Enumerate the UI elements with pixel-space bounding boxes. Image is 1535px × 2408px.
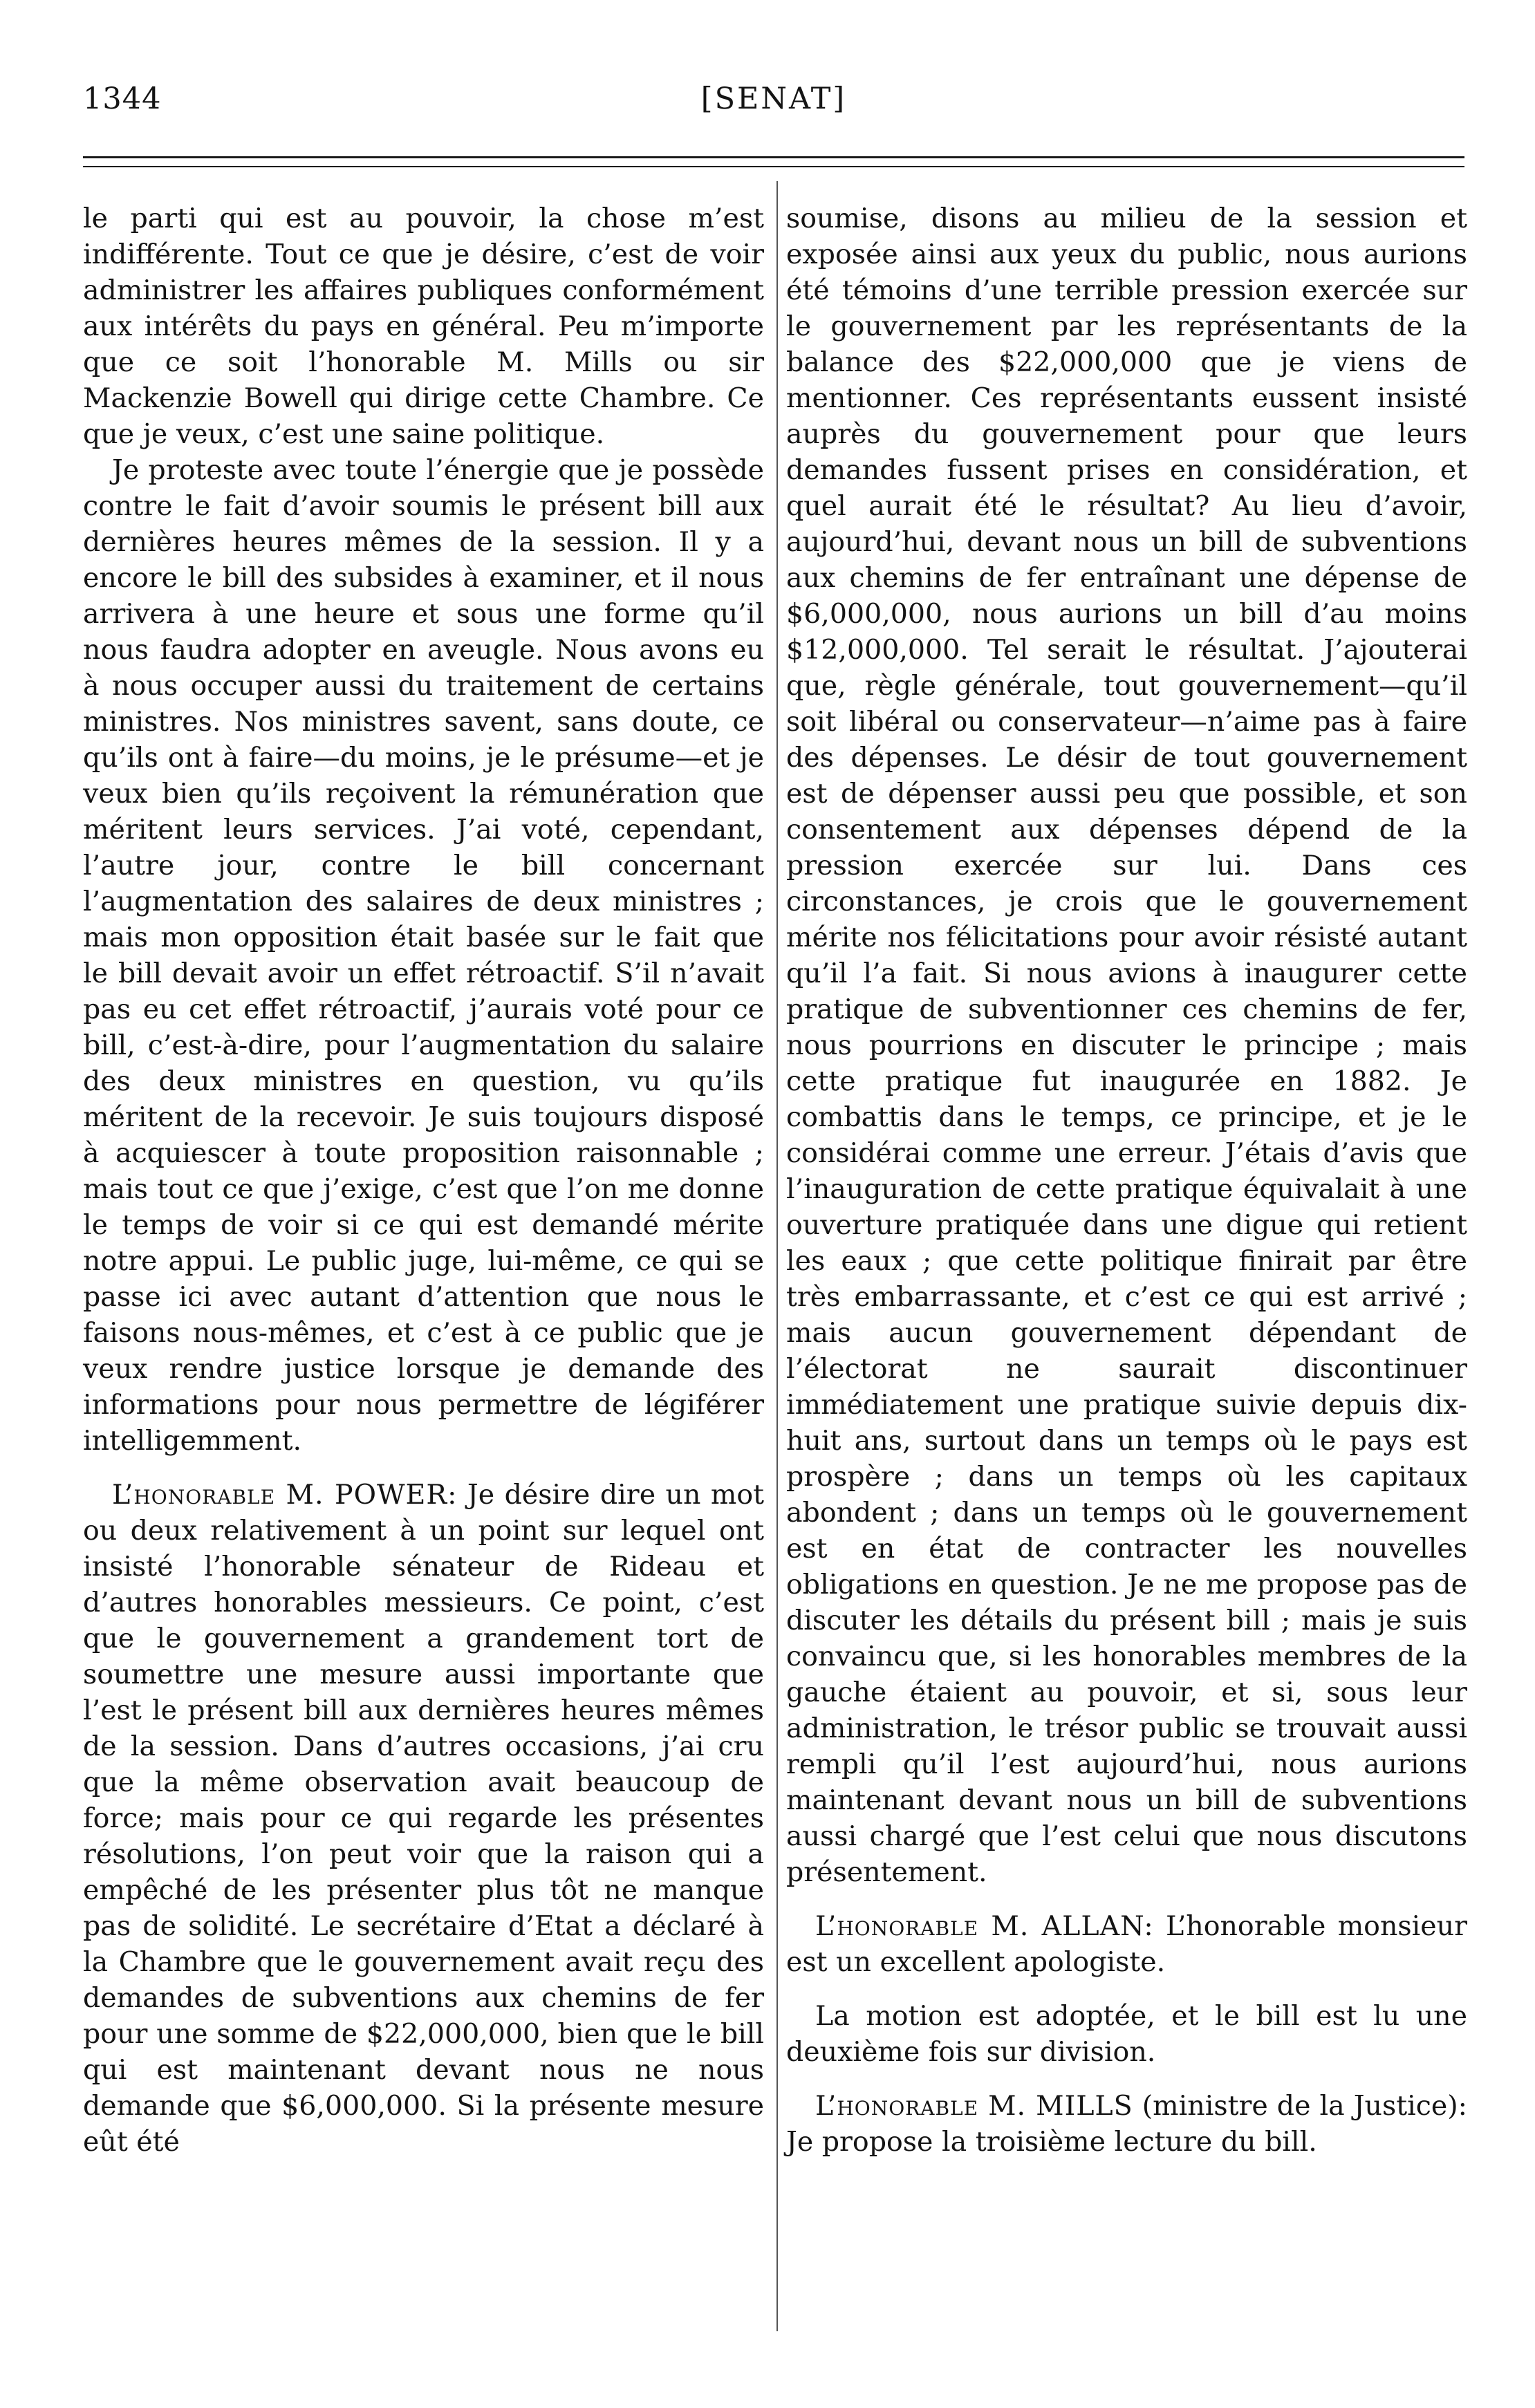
left-column — [83, 200, 764, 2160]
left-paragraph-power-speech — [83, 1477, 764, 2160]
running-head: [SENAT] — [700, 82, 847, 116]
speaker-mills: L’honorable M. MILLS — [815, 2090, 1133, 2122]
column-divider — [776, 181, 778, 2331]
power-speech-text: Je désire dire un mot ou deux relativement à un point sur lequel ont insisté l’honorable sénateur de Rideau et d’autres honorables messieurs. Ce point, c’est que le gouvernement a grandement tort de soumettre une mesure aussi importante que l’est le présent bill aux dernières heures mêmes de la session. Dans d’autres occasions, j’ai cru que la même observation avait beaucoup de force; mais pour ce qui regarde les présentes résolutions, l’on peut voir que la raison qui a empêché de les présenter plus tôt ne manque pas de solidité. Le secrétaire d’Etat a déclaré à la Chambre que le gouvernement avait reçu des demandes de subventions aux chemins de fer pour une somme de $22,000,000, bien que le bill qui est maintenant devant nous ne nous demande que $6,000,000. Si la présente mesure eût été — [83, 1479, 764, 2158]
header-rule-bottom — [83, 166, 1464, 167]
right-paragraph-mills-speech — [786, 2088, 1467, 2160]
left-paragraph-2: Je proteste avec toute l’énergie que je possède contre le fait d’avoir soumis le présent bill aux dernières heures mêmes de la session. Il y a encore le bill des subsides à examiner, et il nous arrivera à une heure et sous une forme qu’il nous faudra adopter en aveugle. Nous avons eu à nous occuper aussi du traitement de certains ministres. Nos ministres savent, sans doute, ce qu’ils ont à faire—du moins, je le présume—et je veux bien qu’ils reçoivent la rémunération que méritent leurs services. J’ai voté, cependant, l’autre jour, contre le bill concernant l’augmentation des salaires de deux ministres ; mais mon opposition était basée sur le fait que le bill devait avoir un effet rétroactif. S’il n’avait pas eu cet effet rétroactif, j’aurais voté pour ce bill, c’est-à-dire, pour l’augmentation du salaire des deux ministres en question, vu qu’ils méritent de la recevoir. Je suis toujours disposé à acquiescer à toute proposition raisonnable ; mais tout ce que j’exige, c’est que l’on me donne le temps de voir si ce qui est demandé mérite notre appui. Le public juge, lui-même, ce qui se passe ici avec autant d’attention que nous le faisons nous-mêmes, et c’est à ce public que je veux rendre justice lorsque je demande des informations pour nous permettre de légiférer intelligemment. — [83, 454, 764, 1457]
page-header — [83, 82, 1464, 130]
left-paragraph-1: le parti qui est au pouvoir, la chose m’est indifférente. Tout ce que je désire, c’est de voir administrer les affaires publiques conformément aux intérêts du pays en général. Peu m’importe que ce soit l’honorable M. Mills ou sir Mackenzie Bowell qui dirige cette Chambre. Ce que je veux, c’est une saine politique. — [83, 203, 764, 450]
page-number: 1344 — [83, 82, 162, 116]
speaker-allan: L’honorable M. ALLAN: — [815, 1910, 1154, 1942]
speaker-power: L’honorable M. POWER: — [112, 1479, 458, 1511]
allan-speech-text: L’honorable monsieur est un excellent apologiste. — [786, 1910, 1467, 1978]
right-column — [786, 200, 1467, 2160]
right-paragraph-motion: La motion est adoptée, et le bill est lu une deuxième fois sur division. — [786, 2000, 1467, 2068]
header-rule-top — [83, 156, 1464, 158]
right-paragraph-allan-speech — [786, 1908, 1467, 1980]
mills-speech-text: (ministre de la Justice): Je propose la troisième lecture du bill. — [786, 2090, 1467, 2158]
right-paragraph-1: soumise, disons au milieu de la session et exposée ainsi aux yeux du public, nous aurions été témoins d’une terrible pression exercée sur le gouvernement par les représentants de la balance des $22,000,000 que je viens de mentionner. Ces représentants eussent insisté auprès du gouvernement pour que leurs demandes fussent prises en considération, et quel aurait été le résultat? Au lieu d’avoir, aujourd’hui, devant nous un bill de subventions aux chemins de fer entraînant une dépense de $6,000,000, nous aurions un bill d’au moins $12,000,000. Tel serait le résultat. J’ajouterai que, règle générale, tout gouvernement—qu’il soit libéral ou conservateur—n’aime pas à faire des dépenses. Le désir de tout gouvernement est de dépenser aussi peu que possible, et son consentement aux dépenses dépend de la pression exercée sur lui. Dans ces circonstances, je crois que le gouvernement mérite nos félicitations pour avoir résisté autant qu’il l’a fait. Si nous avions à inaugurer cette pratique de subventionner ces chemins de fer, nous pourrions en discuter le principe ; mais cette pratique fut inaugurée en 1882. Je combattis dans le temps, ce principe, et je le considérai comme une erreur. J’étais d’avis que l’inauguration de cette pratique équivalait à une ouverture pratiquée dans une digue qui retient les eaux ; que cette politique finirait par être très embarrassante, et c’est ce qui est arrivé ; mais aucun gouvernement dépendant de l’électorat ne saurait discontinuer immédiatement une pratique suivie depuis dix-huit ans, surtout dans un temps où le pays est prospère ; dans un temps où les capitaux abondent ; dans un temps où le gouvernement est en état de contracter les nouvelles obligations en question. Je ne me propose pas de discuter les détails du présent bill ; mais je suis convaincu que, si les honorables membres de la gauche étaient au pouvoir, et si, sous leur administration, le trésor public se trouvait aussi rempli qu’il l’est aujourd’hui, nous aurions maintenant devant nous un bill de subventions aussi chargé que l’est celui que nous discutons présentement. — [786, 203, 1467, 1888]
